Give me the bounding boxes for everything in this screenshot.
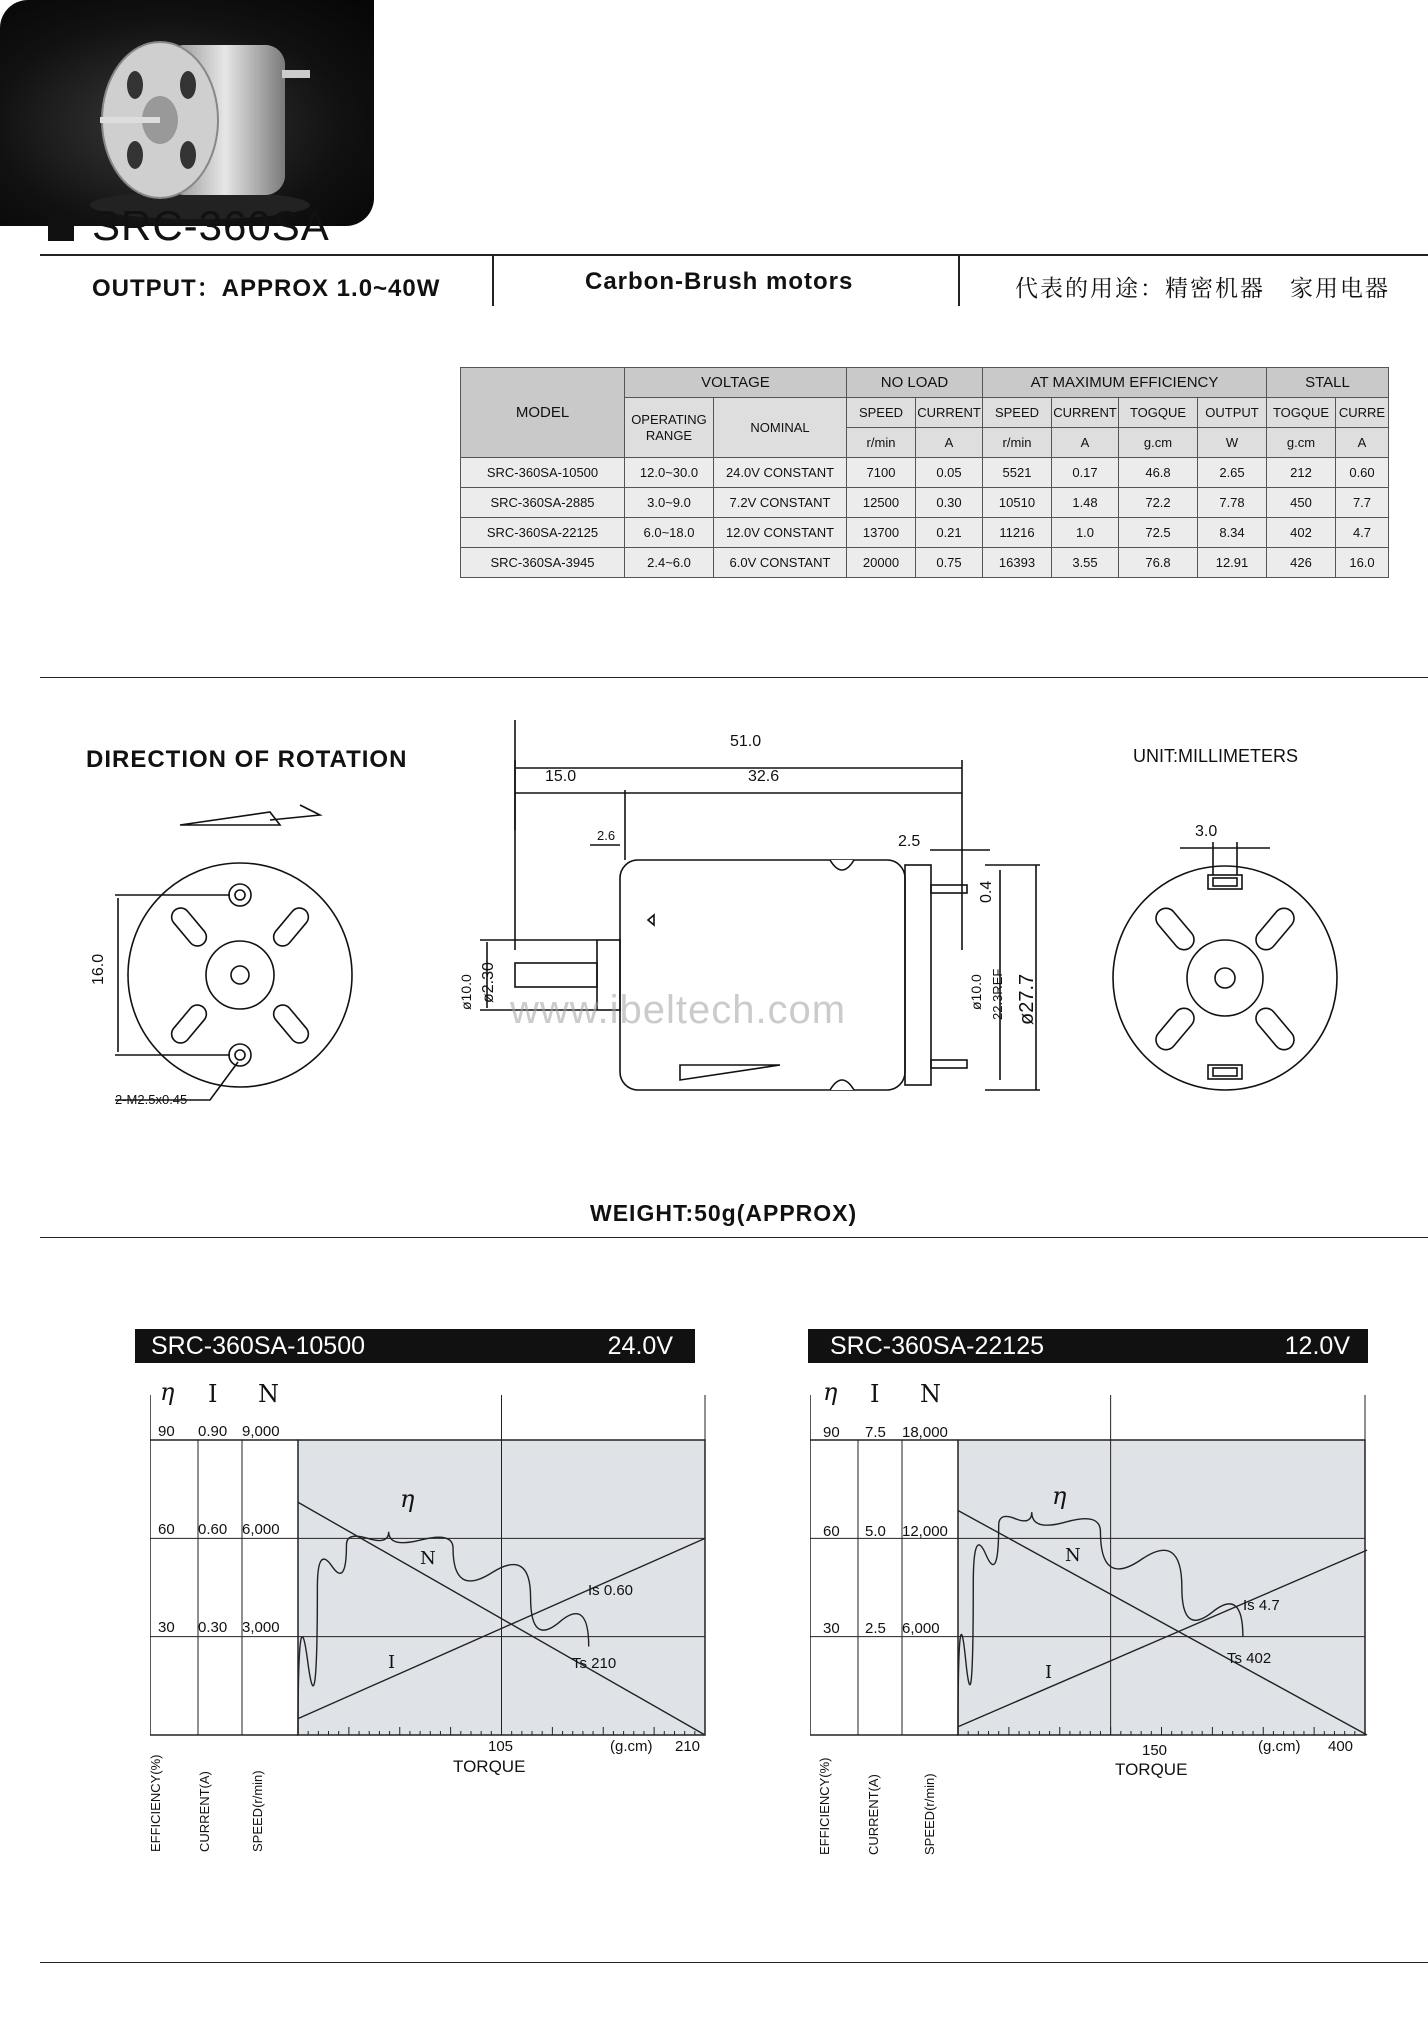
- chart2-eff-tick: 90: [823, 1424, 840, 1441]
- cell: 7100: [847, 458, 916, 488]
- cell: 72.2: [1119, 488, 1198, 518]
- dim-m25: 2-M2.5x0.45: [115, 1092, 188, 1107]
- cell: 0.17: [1052, 458, 1119, 488]
- th-st-current: CURRE: [1336, 398, 1389, 428]
- th-maxeff: AT MAXIMUM EFFICIENCY: [983, 368, 1267, 398]
- motor-type-label: Carbon-Brush motors: [585, 268, 854, 295]
- chart1-eff-tick: 60: [158, 1521, 175, 1538]
- cell: 4.7: [1336, 518, 1389, 548]
- cell: 6.0V CONSTANT: [714, 548, 847, 578]
- chart2-spd-tick: 12,000: [902, 1523, 948, 1540]
- output-label: OUTPUT：APPROX 1.0~40W: [92, 275, 441, 302]
- header-top-rule: [40, 254, 1428, 256]
- spec-table: [460, 367, 1389, 578]
- cell: 8.34: [1198, 518, 1267, 548]
- cell: 6.0~18.0: [625, 518, 714, 548]
- chart2-eff-tick: 60: [823, 1523, 840, 1540]
- cell: 2.4~6.0: [625, 548, 714, 578]
- unit-gcm: g.cm: [1119, 428, 1198, 458]
- chart1-cur-tick: 0.30: [198, 1619, 228, 1636]
- dim-223: 22.3REF: [990, 968, 1005, 1020]
- th-me-torque: TOGQUE: [1119, 398, 1198, 428]
- rotation-title: DIRECTION OF ROTATION: [86, 746, 408, 773]
- dim-26: 2.6: [597, 828, 616, 843]
- chart2-cur-tick: 2.5: [865, 1620, 886, 1637]
- chart1-x-label: TORQUE: [453, 1757, 526, 1776]
- title-square-icon: [48, 215, 74, 241]
- th-model: MODEL: [461, 368, 625, 458]
- cell: 0.75: [916, 548, 983, 578]
- chart2-cur-tick: 5.0: [865, 1523, 886, 1540]
- cell: SRC-360SA-3945: [461, 548, 625, 578]
- chart1-eff-tick: 30: [158, 1619, 175, 1636]
- chart1-sym-i: I: [208, 1380, 218, 1408]
- watermark: www.ibeltech.com: [510, 988, 847, 1032]
- chart1-x-max: 210: [675, 1738, 701, 1755]
- cell: SRC-360SA-10500: [461, 458, 625, 488]
- dim-16: 16.0: [90, 953, 107, 985]
- cell: 16393: [983, 548, 1052, 578]
- cell: 3.0~9.0: [625, 488, 714, 518]
- chart1-x-unit: (g.cm): [610, 1738, 653, 1755]
- dim-04: 0.4: [978, 880, 995, 903]
- cell: 12.91: [1198, 548, 1267, 578]
- cell: 10510: [983, 488, 1052, 518]
- cell: 450: [1267, 488, 1336, 518]
- th-nominal: NOMINAL: [714, 398, 847, 458]
- page-title: SRC-360SA: [92, 202, 330, 249]
- cell: 0.21: [916, 518, 983, 548]
- dim-15: 15.0: [545, 768, 577, 785]
- cell: 24.0V CONSTANT: [714, 458, 847, 488]
- chart1-x-mid: 105: [488, 1738, 514, 1755]
- chart2-curve-n: N: [1065, 1545, 1081, 1566]
- dim-277: ø27.7: [1016, 973, 1038, 1025]
- chart2-lab-eff: EFFICIENCY(%): [817, 1757, 832, 1855]
- th-st-torque: TOGQUE: [1267, 398, 1336, 428]
- chart2-model: SRC-360SA-22125: [830, 1332, 1045, 1360]
- cell: 402: [1267, 518, 1336, 548]
- dim-230: ø2.30: [480, 962, 497, 1003]
- cell: 12.0~30.0: [625, 458, 714, 488]
- chart2-sym-n: N: [920, 1380, 941, 1408]
- unit-gcm: g.cm: [1267, 428, 1336, 458]
- chart1-cur-tick: 0.90: [198, 1423, 228, 1440]
- rotation-arrow-icon: [180, 812, 280, 825]
- chart2-x-unit: (g.cm): [1258, 1738, 1301, 1755]
- chart2-spd-tick: 6,000: [902, 1620, 940, 1637]
- chart1-spd-tick: 9,000: [242, 1423, 280, 1440]
- chart1-ts: Ts 210: [572, 1655, 617, 1672]
- unit-label: UNIT:MILLIMETERS: [1133, 746, 1299, 766]
- chart2-eff-tick: 30: [823, 1620, 840, 1637]
- chart1-cur-tick: 0.60: [198, 1521, 228, 1538]
- cell: 0.60: [1336, 458, 1389, 488]
- rotation-arrow-icon: [270, 805, 320, 820]
- cell: 7.7: [1336, 488, 1389, 518]
- unit-a: A: [1336, 428, 1389, 458]
- chart2-spd-tick: 18,000: [902, 1424, 948, 1441]
- dim-326: 32.6: [748, 768, 780, 785]
- th-operating: OPERATING: [631, 411, 707, 427]
- table-row: [461, 518, 1389, 548]
- section-rule: [40, 677, 1428, 678]
- th-nl-current: CURRENT: [916, 398, 983, 428]
- th-me-speed: SPEED: [983, 398, 1052, 428]
- cell: 5521: [983, 458, 1052, 488]
- chart2-x-max: 400: [1328, 1738, 1354, 1755]
- section-rule: [40, 1237, 1428, 1238]
- chart2-curve-eta: η: [1052, 1482, 1067, 1510]
- chart1-lab-cur: CURRENT(A): [197, 1771, 212, 1852]
- chart2-lab-cur: CURRENT(A): [866, 1774, 881, 1855]
- chart2-curve-i: I: [1045, 1662, 1053, 1683]
- chart1-sym-n: N: [258, 1380, 279, 1408]
- th-me-current: CURRENT: [1052, 398, 1119, 428]
- chart2-cur-tick: 7.5: [865, 1424, 886, 1441]
- chart1-header: [135, 1329, 695, 1363]
- chart2-header: [808, 1329, 1368, 1363]
- dim-51: 51.0: [730, 733, 762, 750]
- plot-area: [958, 1440, 1365, 1735]
- table-row: [461, 488, 1389, 518]
- header-divider: [492, 256, 494, 306]
- chart2-sym-eta: η: [823, 1378, 838, 1406]
- cell: 7.2V CONSTANT: [714, 488, 847, 518]
- chart2-lab-spd: SPEED(r/min): [922, 1773, 937, 1855]
- unit-w: W: [1198, 428, 1267, 458]
- th-range: RANGE: [645, 427, 693, 443]
- chart1-eff-tick: 90: [158, 1423, 175, 1440]
- chart2-sym-i: I: [870, 1380, 880, 1408]
- motor-image-icon: [0, 0, 374, 226]
- cell: SRC-360SA-22125: [461, 518, 625, 548]
- th-operating-range: [625, 398, 714, 458]
- header-divider: [958, 256, 960, 306]
- dim-10b: ø10.0: [968, 974, 984, 1010]
- cell: 426: [1267, 548, 1336, 578]
- cell: 11216: [983, 518, 1052, 548]
- usage-label: 代表的用途：精密机器 家用电器: [1015, 276, 1390, 302]
- dim-10a: ø10.0: [458, 974, 474, 1010]
- chart1-curve-i: I: [388, 1652, 396, 1673]
- chart1-voltage: 24.0V: [607, 1332, 673, 1360]
- chart1-is: Is 0.60: [588, 1582, 634, 1599]
- th-stall: STALL: [1267, 368, 1389, 398]
- chart2-is: Is 4.7: [1243, 1597, 1280, 1614]
- cell: 12.0V CONSTANT: [714, 518, 847, 548]
- cell: 20000: [847, 548, 916, 578]
- cell: 13700: [847, 518, 916, 548]
- cell: SRC-360SA-2885: [461, 488, 625, 518]
- chart2-ts: Ts 402: [1227, 1650, 1272, 1667]
- cell: 72.5: [1119, 518, 1198, 548]
- chart1-curve-n: N: [420, 1548, 436, 1569]
- unit-rmin: r/min: [983, 428, 1052, 458]
- cell: 16.0: [1336, 548, 1389, 578]
- cell: 2.65: [1198, 458, 1267, 488]
- chart1-lab-spd: SPEED(r/min): [250, 1770, 265, 1852]
- th-me-output: OUTPUT: [1198, 398, 1267, 428]
- chart1-sym-eta: η: [160, 1378, 175, 1406]
- cell: 46.8: [1119, 458, 1198, 488]
- unit-rmin: r/min: [847, 428, 916, 458]
- chart1-model: SRC-360SA-10500: [151, 1332, 366, 1360]
- chart1-curve-eta: η: [400, 1485, 415, 1513]
- th-nl-speed: SPEED: [847, 398, 916, 428]
- th-voltage: VOLTAGE: [625, 368, 847, 398]
- cell: 12500: [847, 488, 916, 518]
- cell: 1.0: [1052, 518, 1119, 548]
- chart1-plot: [150, 1395, 710, 1745]
- chart1-spd-tick: 3,000: [242, 1619, 280, 1636]
- cell: 0.30: [916, 488, 983, 518]
- weight-label: WEIGHT:50g(APPROX): [590, 1200, 858, 1226]
- cell: 1.48: [1052, 488, 1119, 518]
- mechanical-drawing: [0, 720, 1428, 1140]
- footer-rule: [40, 1962, 1428, 1963]
- cell: 212: [1267, 458, 1336, 488]
- dim-30: 3.0: [1195, 823, 1218, 840]
- unit-a: A: [916, 428, 983, 458]
- chart2-x-mid: 150: [1142, 1742, 1168, 1759]
- cell: 7.78: [1198, 488, 1267, 518]
- chart2-voltage: 12.0V: [1284, 1332, 1350, 1360]
- cell: 76.8: [1119, 548, 1198, 578]
- cell: 3.55: [1052, 548, 1119, 578]
- cell: 0.05: [916, 458, 983, 488]
- table-row: [461, 548, 1389, 578]
- chart2-plot: [810, 1395, 1370, 1745]
- table-row: [461, 458, 1389, 488]
- unit-a: A: [1052, 428, 1119, 458]
- chart2-x-label: TORQUE: [1115, 1760, 1188, 1779]
- motor-photo: [0, 0, 374, 226]
- dim-25: 2.5: [898, 833, 921, 850]
- chart1-spd-tick: 6,000: [242, 1521, 280, 1538]
- chart1-lab-eff: EFFICIENCY(%): [148, 1754, 163, 1852]
- th-noload: NO LOAD: [847, 368, 983, 398]
